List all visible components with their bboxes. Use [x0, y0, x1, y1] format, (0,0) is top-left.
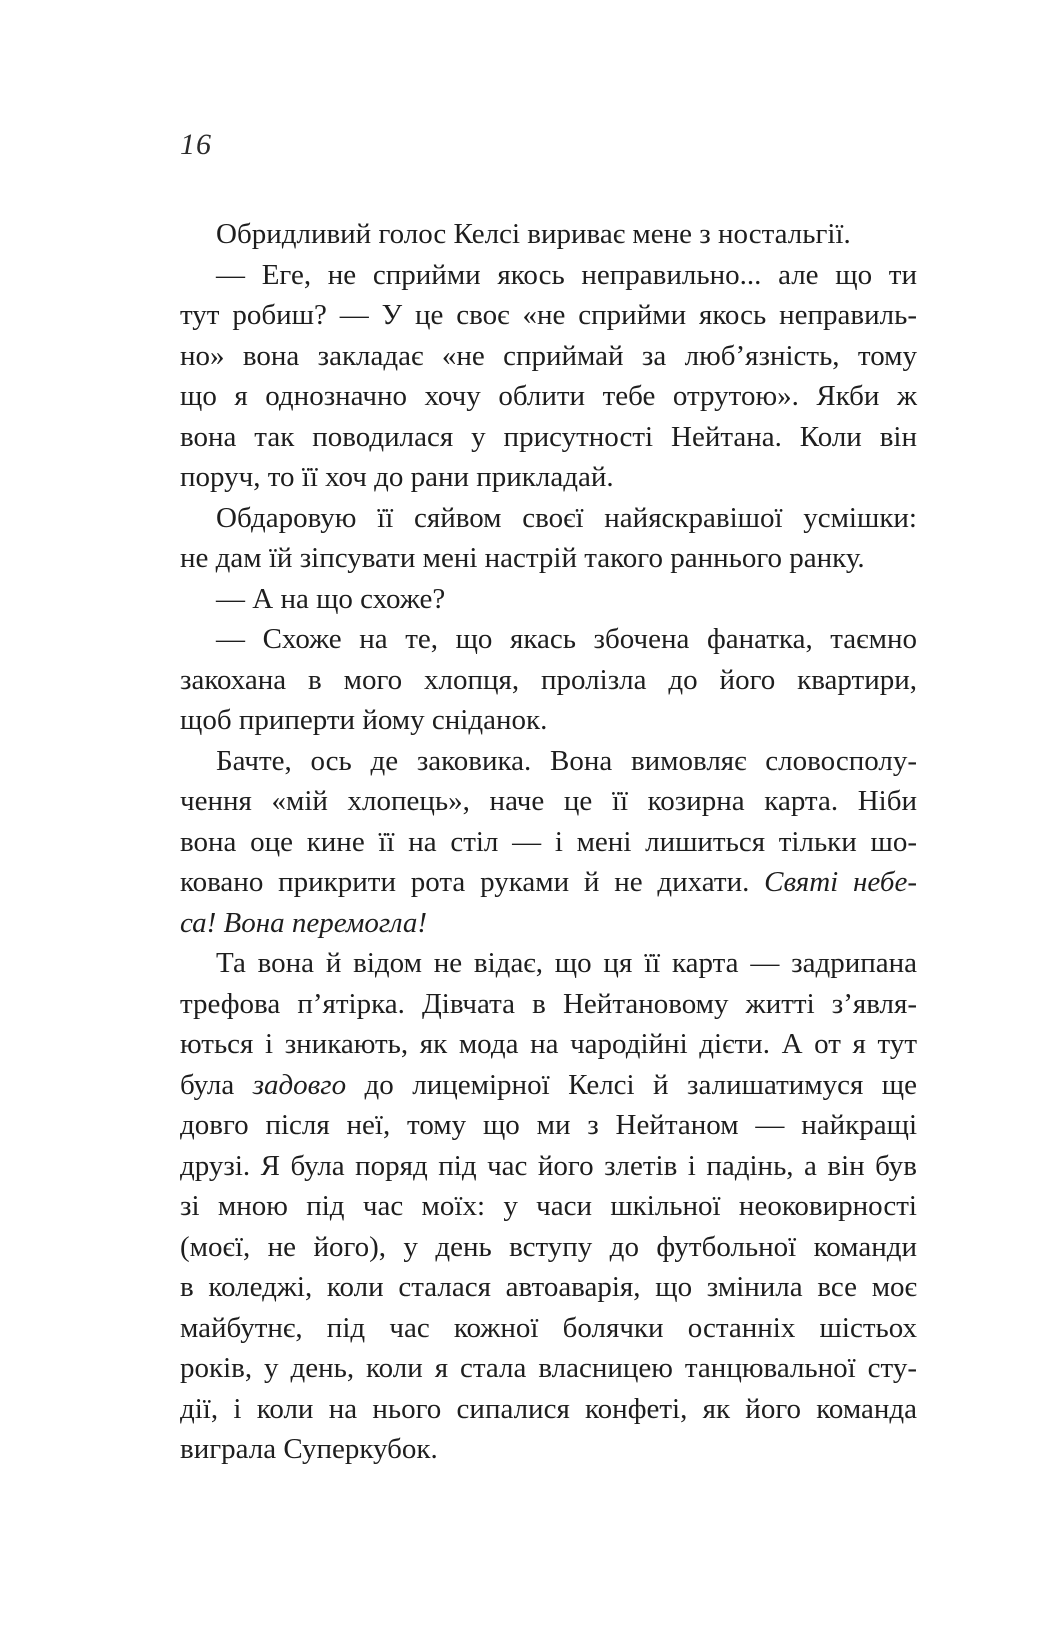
body-text: вона так поводилася у присутності Нейтана. Коли він: [180, 420, 917, 453]
body-text: Та вона й відом не відає, що ця її карта — задрипана: [216, 947, 917, 979]
text-line: [180, 538, 917, 579]
body-text: друзі. Я була поряд під час його злетів і падінь, а він був: [180, 1149, 917, 1182]
text-line: [180, 1024, 917, 1065]
text-line: [180, 498, 917, 539]
body-text: тут робиш? — У це своє «не сприйми якось неправиль-: [180, 299, 917, 331]
text-line: [180, 1146, 917, 1187]
text-line: [180, 862, 917, 903]
paragraph: [180, 943, 917, 1470]
body-text: ковано прикрити рота руками й не дихати.: [180, 866, 765, 898]
body-text: — Схоже на те, що якась збочена фанатка, таємно: [216, 623, 917, 655]
body-text: не дам їй зіпсувати мені настрій такого раннього ранку.: [180, 542, 865, 574]
body-text: — А на що схоже?: [216, 582, 446, 615]
body-text: до лицемірної Келсі й залишатимуся ще: [346, 1068, 917, 1101]
body-text: Бачте, ось де заковика. Вона вимовляє словосполу-: [216, 744, 917, 777]
body-text: — Еге, не сприйми якось неправильно... але що ти: [216, 258, 917, 291]
body-text: щоб приперти йому сніданок.: [180, 704, 548, 736]
text-block: [180, 214, 917, 1470]
body-text: Обридливий голос Келсі вириває мене з ностальгії.: [216, 218, 851, 250]
paragraph: [180, 255, 917, 498]
text-line: [180, 1065, 917, 1106]
text-line: [180, 417, 917, 458]
text-line: [180, 700, 917, 741]
body-text: поруч, то її хоч до рани прикладай.: [180, 461, 614, 493]
paragraph: [180, 214, 917, 255]
italic-text: задовго: [252, 1068, 347, 1101]
body-text: но» вона закладає «не сприймай за люб’язність, тому: [180, 339, 917, 372]
text-line: [180, 214, 917, 255]
body-text: майбутнє, під час кожної болячки останніх шістьох: [180, 1311, 917, 1344]
text-line: [180, 943, 917, 984]
page-number: 16: [180, 128, 212, 161]
text-line: [180, 1186, 917, 1227]
body-text: чення «мій хлопець», наче це її козирна карта. Ніби: [180, 785, 917, 817]
text-line: [180, 1267, 917, 1308]
body-text: дії, і коли на нього сипалися конфеті, як його команда: [180, 1392, 917, 1425]
italic-text: са! Вона перемогла!: [180, 906, 427, 939]
text-line: [180, 903, 917, 944]
body-text: (моєї, не його), у день вступу до футбольної команди: [180, 1230, 917, 1263]
text-line: [180, 457, 917, 498]
body-text: вона оце кине її на стіл — і мені лишиться тільки шо-: [180, 825, 917, 858]
paragraph: [180, 741, 917, 944]
text-line: [180, 579, 917, 620]
text-line: [180, 295, 917, 336]
italic-text: Святі небе-: [764, 866, 917, 898]
text-line: [180, 1348, 917, 1389]
text-line: [180, 336, 917, 377]
text-line: [180, 376, 917, 417]
text-line: [180, 984, 917, 1025]
text-line: [180, 1429, 917, 1470]
text-line: [180, 255, 917, 296]
text-line: [180, 822, 917, 863]
body-text: трефова п’ятірка. Дівчата в Нейтановому житті з’явля-: [180, 987, 917, 1020]
body-text: була: [180, 1068, 253, 1101]
body-text: років, у день, коли я стала власницею танцювальної сту-: [180, 1352, 917, 1384]
body-text: довго після неї, тому що ми з Нейтаном — найкращі: [180, 1109, 917, 1141]
body-text: зі мною під час моїх: у часи шкільної неоковирності: [180, 1190, 917, 1222]
body-text: ються і зникають, як мода на чародійні дієти. А от я тут: [180, 1028, 917, 1060]
body-text: закохана в мого хлопця, пролізла до його квартири,: [180, 663, 917, 696]
body-text: виграла Суперкубок.: [180, 1433, 438, 1465]
body-text: в коледжі, коли сталася автоаварія, що змінила все моє: [180, 1271, 917, 1303]
text-line: [180, 619, 917, 660]
body-text: що я однозначно хочу облити тебе отрутою». Якби ж: [180, 380, 917, 412]
text-line: [180, 1389, 917, 1430]
text-line: [180, 781, 917, 822]
paragraph: [180, 619, 917, 741]
text-line: [180, 660, 917, 701]
text-line: [180, 741, 917, 782]
text-line: [180, 1308, 917, 1349]
text-line: [180, 1105, 917, 1146]
paragraph: [180, 579, 917, 620]
body-text: Обдаровую її сяйвом своєї найяскравішої усмішки:: [216, 501, 917, 534]
text-line: [180, 1227, 917, 1268]
paragraph: [180, 498, 917, 579]
